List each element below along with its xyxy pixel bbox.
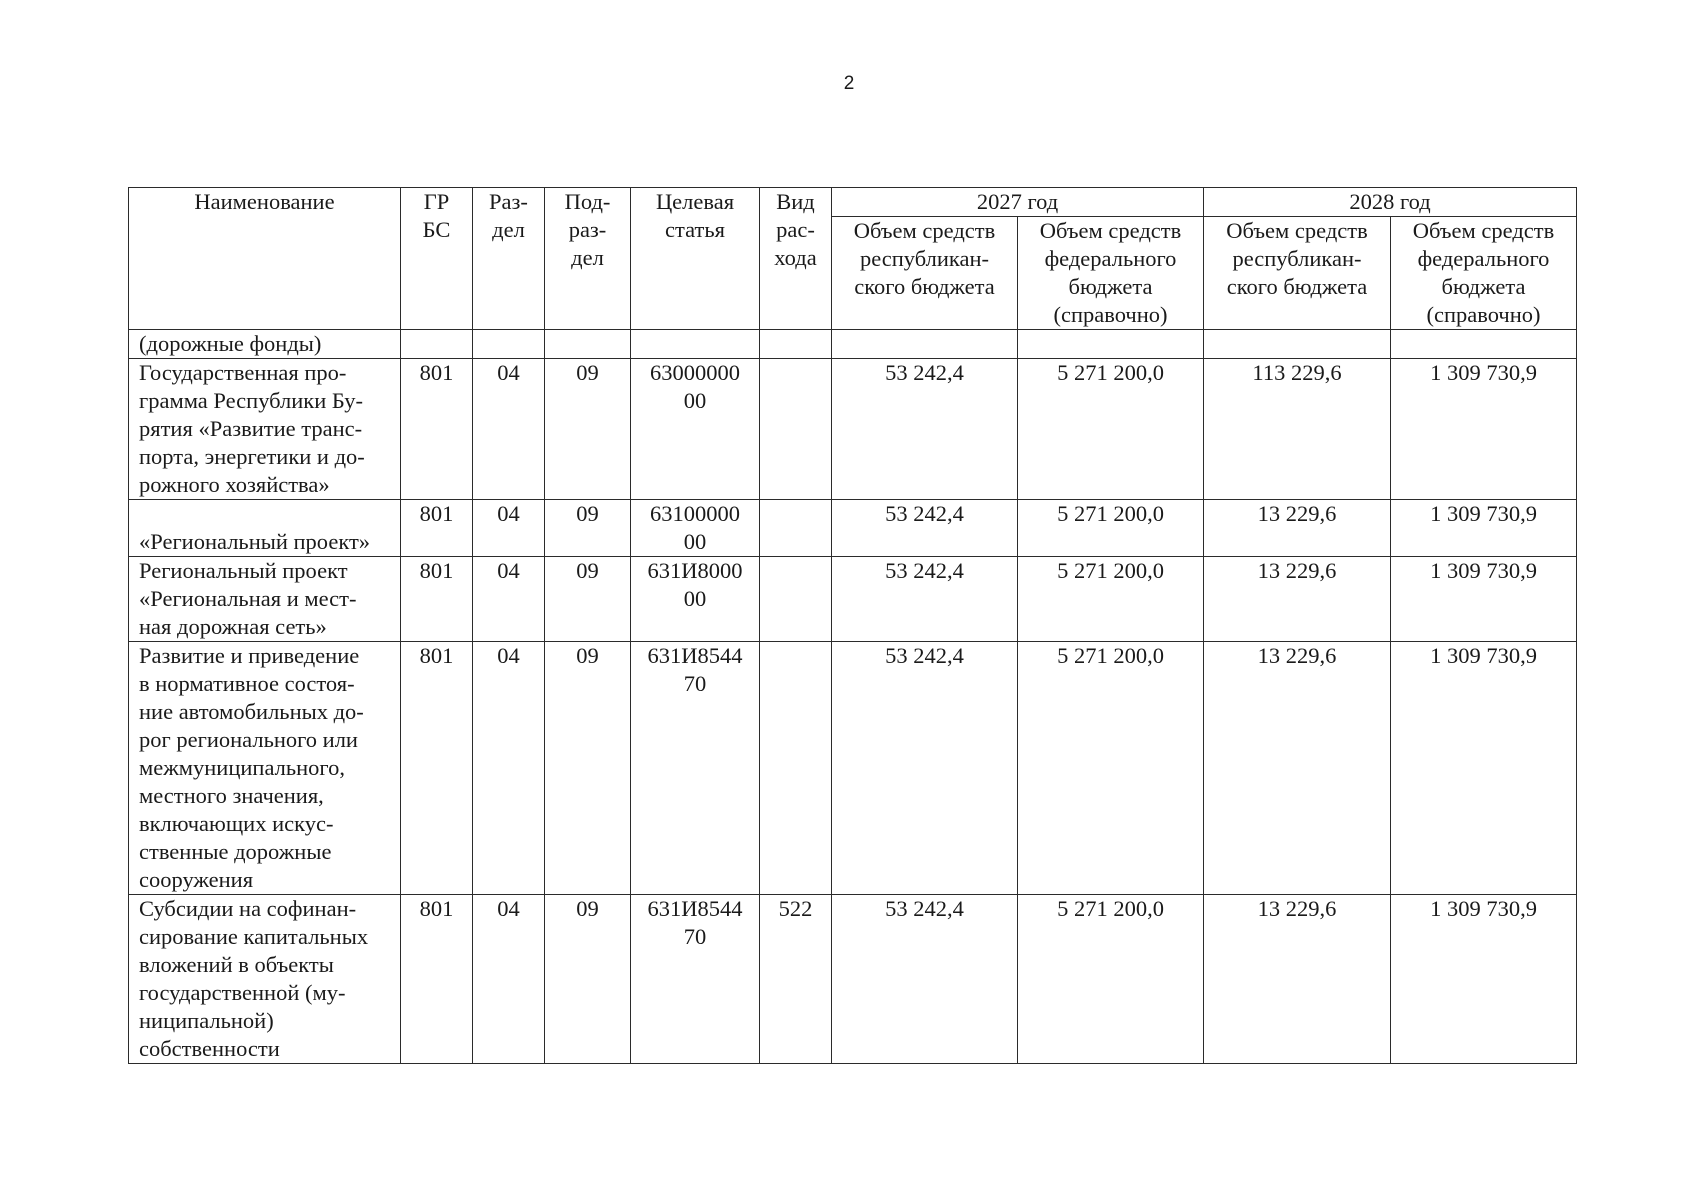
header-2027-fed-budget: Объем средств федерального бюджета (справочно) (1018, 217, 1204, 330)
cell-name: «Региональный проект» (129, 500, 401, 557)
cell-grbs (401, 330, 473, 359)
header-year-2028: 2028 год (1204, 188, 1577, 217)
cell-2028-fed-budget: 1 309 730,9 (1391, 557, 1577, 642)
cell-podrazdel: 09 (545, 895, 631, 1064)
cell-vid-rashoda (760, 500, 832, 557)
table-row (129, 500, 1577, 557)
cell-celevaya-statya: 631И8544 70 (631, 642, 760, 895)
cell-vid-rashoda (760, 557, 832, 642)
cell-2027-rep-budget: 53 242,4 (832, 359, 1018, 500)
table-row (129, 642, 1577, 895)
table-row (129, 557, 1577, 642)
header-vid-rashoda: Вид рас- хода (760, 188, 832, 330)
cell-celevaya-statya: 63100000 00 (631, 500, 760, 557)
cell-name: Государственная про- грамма Республики Бу- рятия «Развитие транс- порта, энергетики и до- рожного хозяйства» (129, 359, 401, 500)
cell-vid-rashoda (760, 359, 832, 500)
cell-razdel: 04 (473, 895, 545, 1064)
cell-celevaya-statya (631, 330, 760, 359)
cell-name: Региональный проект «Региональная и мест- ная дорожная сеть» (129, 557, 401, 642)
cell-podrazdel: 09 (545, 557, 631, 642)
table-row (129, 330, 1577, 359)
cell-2027-fed-budget: 5 271 200,0 (1018, 895, 1204, 1064)
cell-celevaya-statya: 63000000 00 (631, 359, 760, 500)
cell-2028-rep-budget: 13 229,6 (1204, 557, 1391, 642)
cell-podrazdel: 09 (545, 642, 631, 895)
cell-podrazdel: 09 (545, 359, 631, 500)
cell-razdel: 04 (473, 557, 545, 642)
header-celevaya-statya: Целевая статья (631, 188, 760, 330)
header-podrazdel: Под- раз- дел (545, 188, 631, 330)
cell-grbs: 801 (401, 359, 473, 500)
cell-razdel: 04 (473, 359, 545, 500)
cell-2027-fed-budget: 5 271 200,0 (1018, 557, 1204, 642)
cell-vid-rashoda (760, 330, 832, 359)
table-body (129, 330, 1577, 1064)
cell-grbs: 801 (401, 557, 473, 642)
cell-2028-rep-budget (1204, 330, 1391, 359)
cell-2028-rep-budget: 13 229,6 (1204, 642, 1391, 895)
cell-razdel: 04 (473, 500, 545, 557)
cell-2028-fed-budget (1391, 330, 1577, 359)
cell-razdel: 04 (473, 642, 545, 895)
header-razdel: Раз- дел (473, 188, 545, 330)
cell-vid-rashoda: 522 (760, 895, 832, 1064)
cell-2027-fed-budget: 5 271 200,0 (1018, 500, 1204, 557)
cell-grbs: 801 (401, 895, 473, 1064)
cell-vid-rashoda (760, 642, 832, 895)
cell-2027-rep-budget: 53 242,4 (832, 500, 1018, 557)
header-2027-rep-budget: Объем средств республикан- ского бюджета (832, 217, 1018, 330)
cell-2027-fed-budget (1018, 330, 1204, 359)
cell-grbs: 801 (401, 642, 473, 895)
header-name: Наименование (129, 188, 401, 330)
cell-2028-fed-budget: 1 309 730,9 (1391, 895, 1577, 1064)
table-row (129, 895, 1577, 1064)
cell-podrazdel (545, 330, 631, 359)
header-grbs: ГР БС (401, 188, 473, 330)
cell-2027-rep-budget: 53 242,4 (832, 895, 1018, 1064)
page-number: 2 (843, 73, 855, 94)
cell-celevaya-statya: 631И8544 70 (631, 895, 760, 1064)
budget-table (128, 187, 1577, 1064)
table-row (129, 359, 1577, 500)
cell-2028-fed-budget: 1 309 730,9 (1391, 359, 1577, 500)
cell-podrazdel: 09 (545, 500, 631, 557)
cell-2028-rep-budget: 13 229,6 (1204, 500, 1391, 557)
cell-2028-fed-budget: 1 309 730,9 (1391, 642, 1577, 895)
header-year-2027: 2027 год (832, 188, 1204, 217)
cell-2028-fed-budget: 1 309 730,9 (1391, 500, 1577, 557)
header-2028-fed-budget: Объем средств федерального бюджета (справочно) (1391, 217, 1577, 330)
cell-2027-rep-budget: 53 242,4 (832, 642, 1018, 895)
cell-2027-rep-budget: 53 242,4 (832, 557, 1018, 642)
cell-name: (дорожные фонды) (129, 330, 401, 359)
cell-name: Развитие и приведение в нормативное состоя- ние автомобильных до- рог регионального или межмуниципального, местного значения, включающих искус- ственные дорожные сооружения (129, 642, 401, 895)
cell-2027-fed-budget: 5 271 200,0 (1018, 359, 1204, 500)
cell-2028-rep-budget: 113 229,6 (1204, 359, 1391, 500)
cell-2027-rep-budget (832, 330, 1018, 359)
cell-name: Субсидии на софинан- сирование капитальных вложений в объекты государственной (му- ниципальной) собственности (129, 895, 401, 1064)
header-2028-rep-budget: Объем средств республикан- ского бюджета (1204, 217, 1391, 330)
cell-2028-rep-budget: 13 229,6 (1204, 895, 1391, 1064)
cell-grbs: 801 (401, 500, 473, 557)
cell-celevaya-statya: 631И8000 00 (631, 557, 760, 642)
cell-2027-fed-budget: 5 271 200,0 (1018, 642, 1204, 895)
cell-razdel (473, 330, 545, 359)
